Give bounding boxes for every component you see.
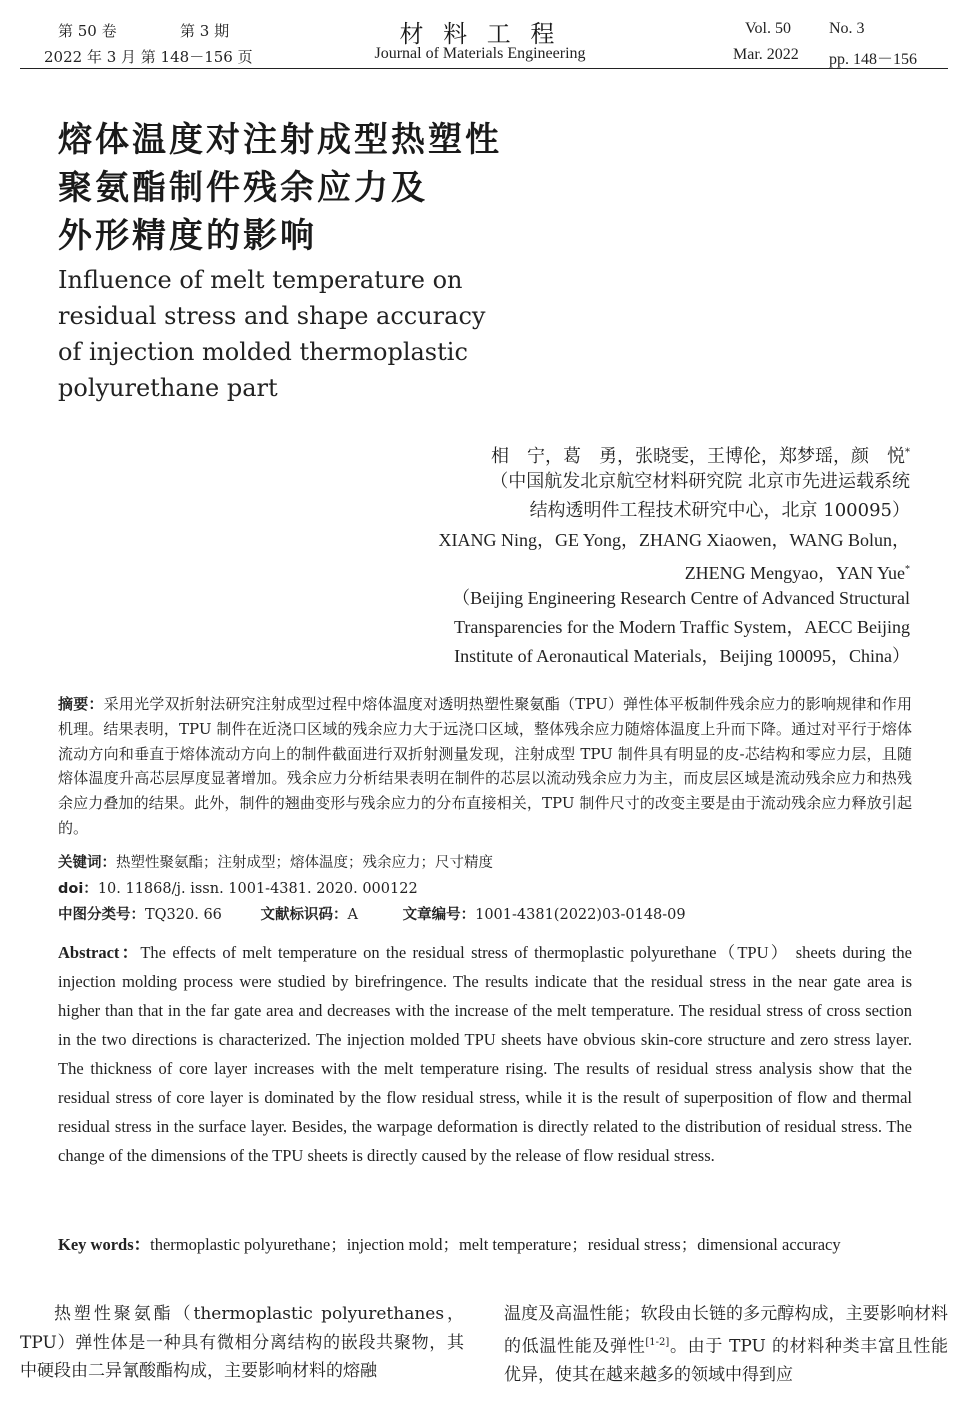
authors-cn: 相 宁，葛 勇，张晓雯，王博伦，郑梦瑶，颜 悦* [491,446,910,467]
title-en-line-3: of injection molded thermoplastic [58,338,468,366]
journal-title-en: Journal of Materials Engineering [374,45,586,62]
header-no-en: No. 3 [829,20,865,37]
citation-ref: [1-2] [645,1336,670,1348]
title-en-line-1: Influence of melt temperature on [58,266,463,294]
header-pages-en: pp. 148－156 [829,51,918,68]
doi-line: doi：10. 11868/j. issn. 1001-4381. 2020. 000122 [58,881,418,897]
affiliation-en-line-2: Transparencies for the Modern Traffic System，AECC Beijing [454,617,910,637]
affiliation-cn-line-2: 结构透明件工程技术研究中心，北京 100095） [529,500,910,521]
title-en-line-4: polyurethane part [58,374,278,402]
header-vol-en: Vol. 50 [745,20,791,37]
keywords-cn: 关键词：热塑性聚氨酯；注射成型；熔体温度；残余应力；尺寸精度 [58,855,493,871]
doi-value: 10. 11868/j. issn. 1001-4381. 2020. 000122 [97,881,418,897]
affiliation-en-line-1: （Beijing Engineering Research Centre of Advanced Structural [452,588,910,608]
abstract-cn [58,692,912,841]
title-cn-line-3: 外形精度的影响 [58,216,317,256]
journal-title-cn: 材 料 工 程 [399,20,561,48]
header-issue-cn: 第 3 期 [180,22,230,40]
classification-line: 中图分类号：TQ320. 66 文献标识码：A 文章编号：1001-4381(2022)03-0148-09 [58,907,686,923]
title-cn-line-1: 熔体温度对注射成型热塑性 [58,120,502,160]
header-rule [20,68,948,69]
affiliation-cn-line-1: （中国航发北京航空材料研究院 北京市先进运载系统 [490,471,910,492]
header-volume-cn: 第 50 卷 [58,22,117,40]
header-date-pages-cn: 2022 年 3 月 第 148－156 页 [44,48,253,66]
abstract-en-label: Abstract： [58,943,141,962]
keywords-en: Key words：thermoplastic polyurethane；injection mold；melt temperature；residual stress；dimensional accuracy [58,1235,841,1254]
abstract-cn-label: 摘要： [58,695,104,713]
abstract-en [58,938,912,1170]
header-date-en: Mar. 2022 [733,46,799,63]
abstract-cn-text: 采用光学双折射法研究注射成型过程中熔体温度对透明热塑性聚氨酯（TPU）弹性体平板制件残余应力的影响规律和作用机理。结果表明，TPU 制件在近浇口区域的残余应力大于远浇口区域，整体残余应力随熔体温度上升而下降。通过对平行于熔体流动方向和垂直于熔体流动方向上的制件截面进行双折射测量发现，注射成型 TPU 制件具有明显的皮-芯结构和零应力层，且随熔体温度升高芯层厚度显著增加。残余应力分析结果表明在制件的芯层以流动残余应力为主，而皮层区域是流动残余应力和热残余应力叠加的结果。此外，制件的翘曲变形与残余应力的分布直接相关，TPU 制件尺寸的改变主要是由于流动残余应力释放引起的。 [58,695,912,837]
authors-en-line-1: XIANG Ning，GE Yong，ZHANG Xiaowen，WANG Bolun， [438,530,910,550]
body-column-right: 温度及高温性能；软段由长链的多元醇构成，主要影响材料的低温性能及弹性[1-2]。由于 TPU 的材料种类丰富且性能优异，使其在越来越多的领域中得到应 [504,1304,948,1385]
authors-en-line-2: ZHENG Mengyao，YAN Yue* [684,563,910,583]
body-column-left: 热塑性聚氨酯（thermoplastic polyurethanes，TPU）弹性体是一种具有微相分离结构的嵌段共聚物，其中硬段由二异氰酸酯构成，主要影响材料的熔融 [20,1304,464,1381]
abstract-en-text: The effects of melt temperature on the residual stress of thermoplastic polyurethane（TPU） sheets during the injection molding process were studied by birefringence. The results indicate that the residual stress in the near gate area is higher than that in the far gate area and decreases with the increase of the melt temperature. The residual stress of cross section in the two directions is characterized. The injection molded TPU sheets have obvious skin-core structure and zero stress layer. The thickness of core layer increases with the melt temperature rising. The results of residual stress analysis show that the residual stress of core layer is dominated by the flow residual stress, while it is the result of superposition of flow and thermal residual stress in the surface layer. Besides, the warpage deformation is directly related to the distribution of residual stress. The change of the dimensions of the TPU sheets is directly caused by the release of flow residual stress. [58,943,912,1165]
title-en-line-2: residual stress and shape accuracy [58,302,486,330]
title-cn-line-2: 聚氨酯制件残余应力及 [58,168,428,208]
affiliation-en-line-3: Institute of Aeronautical Materials，Beijing 100095，China） [454,646,910,666]
